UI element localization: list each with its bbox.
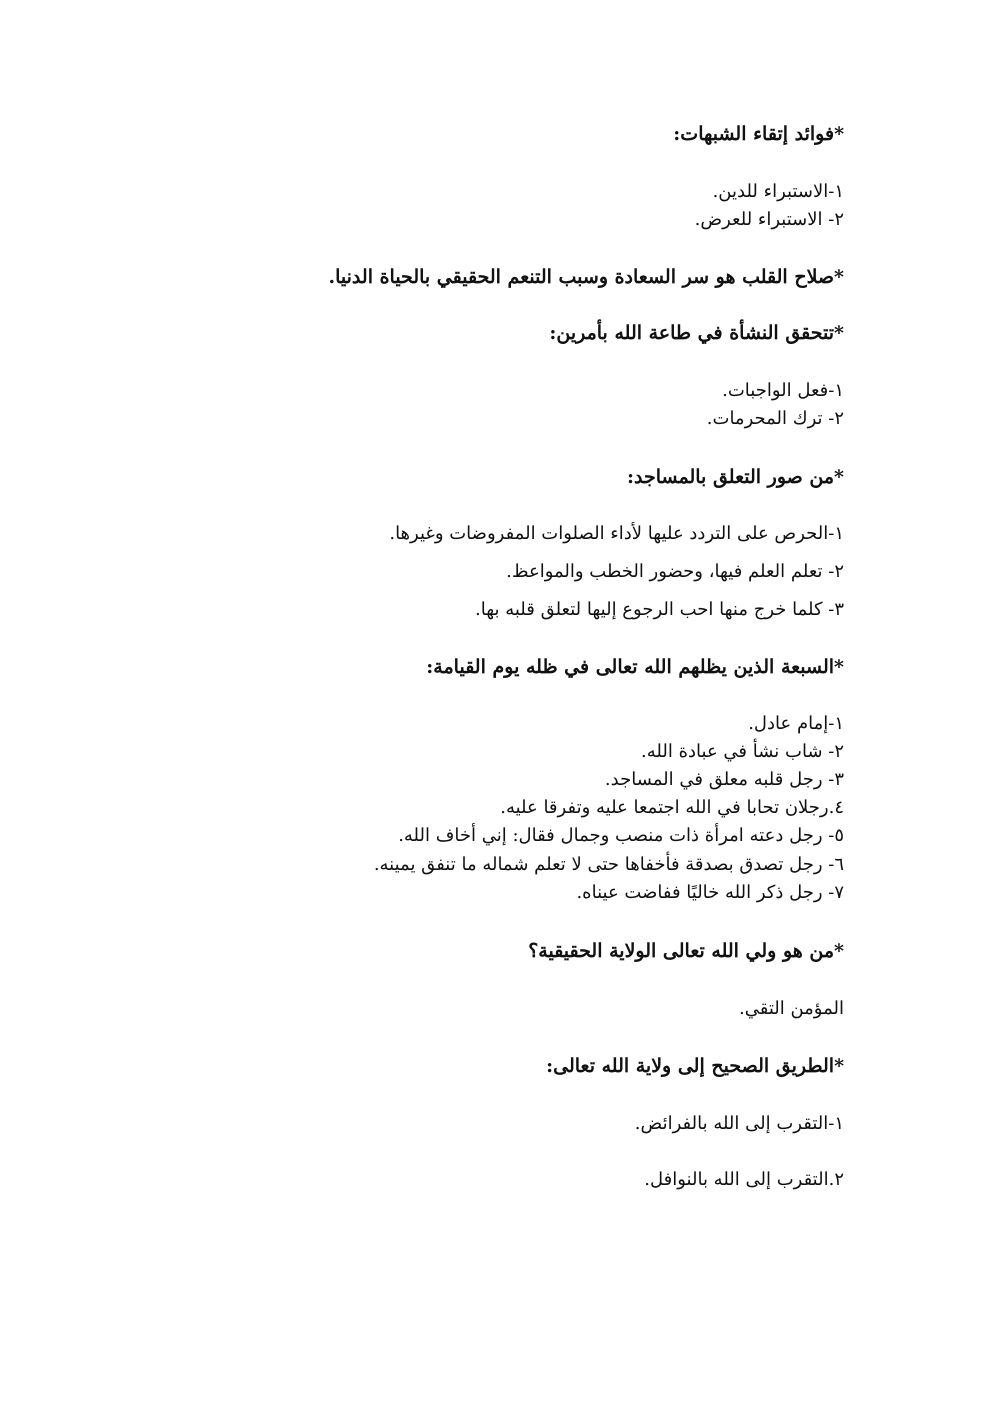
list-item: ٤.رجلان تحابا في الله اجتمعا عليه وتفرقا عليه. [500, 797, 844, 818]
list-item: ١-فعل الواجبات. [722, 380, 844, 401]
heading-shubuhat: *فوائد إتقاء الشبهات: [673, 123, 844, 145]
list-item: ٥- رجل دعته امرأة ذات منصب وجمال فقال: إني أخاف الله. [398, 825, 844, 846]
heading-salah-alqalb: *صلاح القلب هو سر السعادة وسبب التنعم الحقيقي بالحياة الدنيا. [328, 266, 844, 288]
list-item: ١-إمام عادل. [748, 713, 844, 734]
list-item: ٢- شاب نشأ في عبادة الله. [641, 741, 844, 762]
heading-masajid: *من صور التعلق بالمساجد: [627, 466, 844, 488]
list-item: ٢- تعلم العلم فيها، وحضور الخطب والمواعظ. [506, 561, 844, 582]
heading-tariq: *الطريق الصحيح إلى ولاية الله تعالى: [546, 1055, 844, 1077]
heading-sab-a: *السبعة الذين يظلهم الله تعالى في ظله يوم القيامة: [426, 656, 844, 678]
list-item: ٢- الاستبراء للعرض. [694, 209, 844, 230]
list-item: ٢.التقرب إلى الله بالنوافل. [644, 1169, 844, 1190]
heading-nasha: *تتحقق النشأة في طاعة الله بأمرين: [549, 322, 844, 344]
list-item: ٣- رجل قلبه معلق في المساجد. [604, 769, 844, 790]
heading-wali-allah: *من هو ولي الله تعالى الولاية الحقيقية؟ [528, 940, 844, 962]
list-item: ٢- ترك المحرمات. [706, 408, 844, 429]
list-item: ٧- رجل ذكر الله خاليًا ففاضت عيناه. [576, 882, 844, 903]
answer-text: المؤمن التقي. [738, 998, 844, 1019]
list-item: ٦- رجل تصدق بصدقة فأخفاها حتى لا تعلم شماله ما تنفق يمينه. [373, 854, 844, 875]
list-item: ١-التقرب إلى الله بالفرائض. [634, 1113, 844, 1134]
list-item: ٣- كلما خرج منها احب الرجوع إليها لتعلق قلبه بها. [474, 599, 844, 620]
list-item: ١-الاستبراء للدين. [712, 181, 844, 202]
list-item: ١-الحرص على التردد عليها لأداء الصلوات المفروضات وغيرها. [389, 523, 844, 544]
